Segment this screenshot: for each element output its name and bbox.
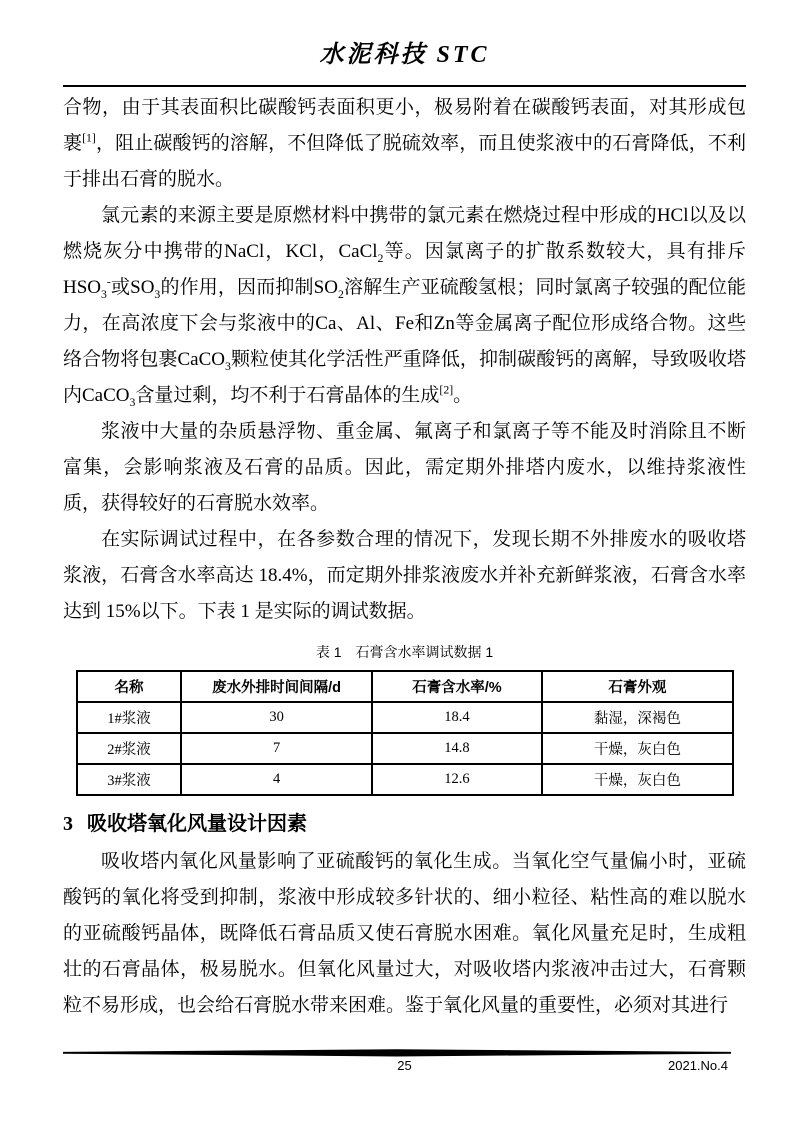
text-run: 。 (453, 385, 473, 407)
footer-rule (63, 1049, 731, 1057)
sup-run: [2] (439, 384, 454, 398)
issue-number: 2021.No.4 (668, 1058, 728, 1073)
table-header-row (77, 671, 733, 702)
body-paragraph-3 (63, 414, 746, 522)
text-run: 溶解生产亚硫酸氢根；同时氯离子较强的配位能力，在高浓度下会与浆液中的Ca、Al、Fe和Zn等金属离子配位形成络合物。这些络合物将包裹CaCO (63, 277, 746, 371)
table-header-cell: 废水外排时间间隔/d (181, 671, 371, 702)
table-body (77, 702, 733, 795)
body-paragraph-5 (63, 844, 746, 1024)
table-cell: 12.6 (372, 764, 543, 795)
section-heading (63, 811, 746, 837)
table-cell: 2#浆液 (77, 733, 182, 764)
sub-run: 3 (224, 360, 231, 374)
table-cell: 4 (181, 764, 371, 795)
body-paragraph-4 (63, 522, 746, 630)
table-cell: 黏湿，深褐色 (542, 702, 732, 733)
footer-text-row (63, 1058, 746, 1078)
sub-run: 3 (129, 396, 136, 410)
table-caption: 表 1 石膏含水率调试数据 1 (315, 644, 494, 661)
text-run: 合物，由于其表面积比碳酸钙表面积更小，极易附着在碳酸钙表面，对其形成包裹 (63, 97, 746, 155)
table-cell: 7 (181, 733, 371, 764)
table-cell: 干燥，灰白色 (542, 733, 732, 764)
table-cell: 14.8 (372, 733, 543, 764)
body-paragraph-1 (63, 87, 746, 198)
sub-run: 3 (101, 288, 107, 302)
text-run: ，阻止碳酸钙的溶解，不但降低了脱硫效率，而且使浆液中的石膏降低，不利于排出石膏的脱水。 (63, 133, 746, 191)
text-run: 吸收塔内氧化风量影响了亚硫酸钙的氧化生成。当氧化空气量偏小时，亚硫酸钙的氧化将受到抑制，浆液中形成较多针状的、细小粒径、粘性高的难以脱水的亚硫酸钙晶体，既降低石膏品质又使石膏脱水困难。氧化风量充足时，生成粗壮的石膏晶体，极易脱水。但氧化风量过大，对吸收塔内浆液冲击过大，石膏颗粒不易形成，也会给石膏脱水带来困难。鉴于氧化风量的重要性，必须对其进行 (63, 851, 746, 1017)
table-header-cell: 石膏含水率/% (372, 671, 543, 702)
sub-run: 3 (154, 288, 161, 302)
section-number: 3 (63, 813, 73, 836)
text-run: 氯元素的来源主要是原燃材料中携带的氯元素在燃烧过程中形成的HCl以及以燃烧灰分中携带的NaCl，KCl，CaCl (63, 205, 746, 263)
text-run: 等。因氯离子的扩散系数较大，具有排斥HSO (63, 241, 746, 299)
section-title: 吸收塔氧化风量设计因素 (87, 813, 307, 836)
page-header (63, 0, 746, 87)
journal-title: 水泥科技 STC (319, 42, 490, 68)
table-cell: 1#浆液 (77, 702, 182, 733)
sup-run: - (106, 276, 111, 290)
table-header-cell: 石膏外观 (542, 671, 732, 702)
table-row (77, 702, 733, 733)
table-cell: 18.4 (372, 702, 543, 733)
page-number: 25 (397, 1058, 412, 1073)
table-row (77, 764, 733, 795)
sub-run: 2 (337, 288, 344, 302)
page-footer (63, 1049, 746, 1078)
table-cell: 干燥，灰白色 (542, 764, 732, 795)
table-cell: 30 (181, 702, 371, 733)
document-body (63, 87, 746, 1024)
table-cell: 3#浆液 (77, 764, 182, 795)
text-run: 的作用，因而抑制SO (160, 277, 338, 299)
text-run: 含量过剩，均不利于石膏晶体的生成 (135, 385, 440, 407)
sub-run: 2 (377, 252, 384, 266)
table-row (77, 733, 733, 764)
body-paragraph-2 (63, 198, 746, 414)
data-table (76, 670, 734, 796)
sup-run: [1] (82, 132, 96, 146)
text-run: 在实际调试过程中，在各参数合理的情况下，发现长期不外排废水的吸收塔浆液，石膏含水率高达 18.4%，而定期外排浆液废水并补充新鲜浆液，石膏含水率达到 15%以下。下表 1 是实际的调试数据。 (63, 529, 746, 623)
text-run: 或SO (110, 277, 155, 299)
table-header-cell: 名称 (77, 671, 182, 702)
text-run: 颗粒使其化学活性严重降低，抑制碳酸钙的离解，导致吸收塔内CaCO (63, 349, 746, 407)
text-run: 浆液中大量的杂质悬浮物、重金属、氟离子和氯离子等不能及时消除且不断富集，会影响浆液及石膏的品质。因此，需定期外排塔内废水，以维持浆液性质，获得较好的石膏脱水效率。 (63, 421, 746, 515)
